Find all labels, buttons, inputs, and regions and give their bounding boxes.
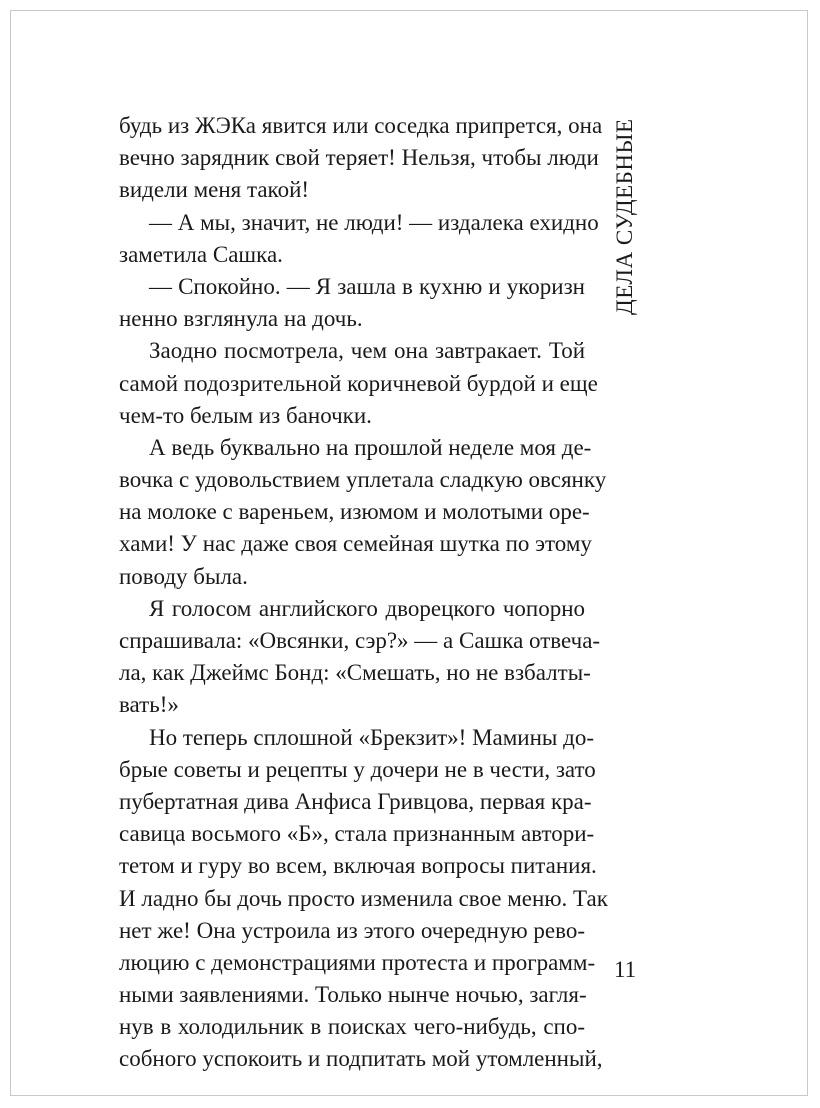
text-line: И ладно бы дочь просто изменила свое меню. Так [119,885,608,911]
text-line: чем-то белым из баночки. [119,402,372,428]
text-line: заметила Сашка. [119,241,283,267]
text-line: на молоке с вареньем, изюмом и молотыми оре- [119,499,590,525]
text-line: видели меня такой! [119,177,310,203]
text-line: Я голосом английского дворецкого чопорно [149,595,585,621]
text-line: нув в холодильник в поисках чего-нибудь, спо- [119,1014,585,1040]
text-line: люцию с демонстрациями протеста и программ- [119,949,596,975]
text-line: собного успокоить и подпитать мой утомленный, [119,1046,603,1072]
body-text [119,110,608,1076]
text-line: будь из ЖЭКа явится или соседка припрется, она [119,113,603,138]
page-number: 11 [614,957,637,982]
text-line: пубертатная дива Анфиса Гривцова, первая кра- [119,788,592,814]
text-line: хами! У нас даже своя семейная шутка по этому [119,531,592,557]
text-line: Но теперь сплошной «Брекзит»! Мамины до- [149,724,594,750]
text-line: поводу была. [119,563,248,589]
text-line: вать!» [119,692,179,718]
text-line: А ведь буквально на прошлой неделе моя де- [149,434,592,460]
text-line: брые советы и рецепты у дочери не в чести, зато [119,756,596,782]
text-line: спрашивала: «Овсянки, сэр?» — а Сашка отвеча- [119,628,601,653]
text-line: вочка с удовольствием уплетала сладкую овсянку [119,467,607,493]
text-line: ненно взглянула на дочь. [119,306,363,332]
text-line: Заодно посмотрела, чем она завтракает. Той [149,338,585,364]
running-head: ДЕЛА СУДЕБНЫЕ [612,118,637,315]
text-line: вечно зарядник свой теряет! Нельзя, чтобы люди [119,145,599,171]
text-line: — А мы, значит, не люди! — издалека ехидно [149,209,599,235]
text-line: савица восьмого «Б», стала признанным автори- [119,821,595,847]
text-line: самой подозрительной коричневой бурдой и еще [119,370,598,396]
text-line: — Спокойно. — Я зашла в кухню и укоризн [149,273,585,299]
text-line: тетом и гуру во всем, включая вопросы питания. [119,853,597,879]
text-line: нет же! Она устроила из этого очередную рево- [119,917,585,943]
text-line: ными заявлениями. Только нынче ночью, загля- [119,982,587,1008]
text-line: ла, как Джеймс Бонд: «Смешать, но не взбалты- [119,660,591,686]
